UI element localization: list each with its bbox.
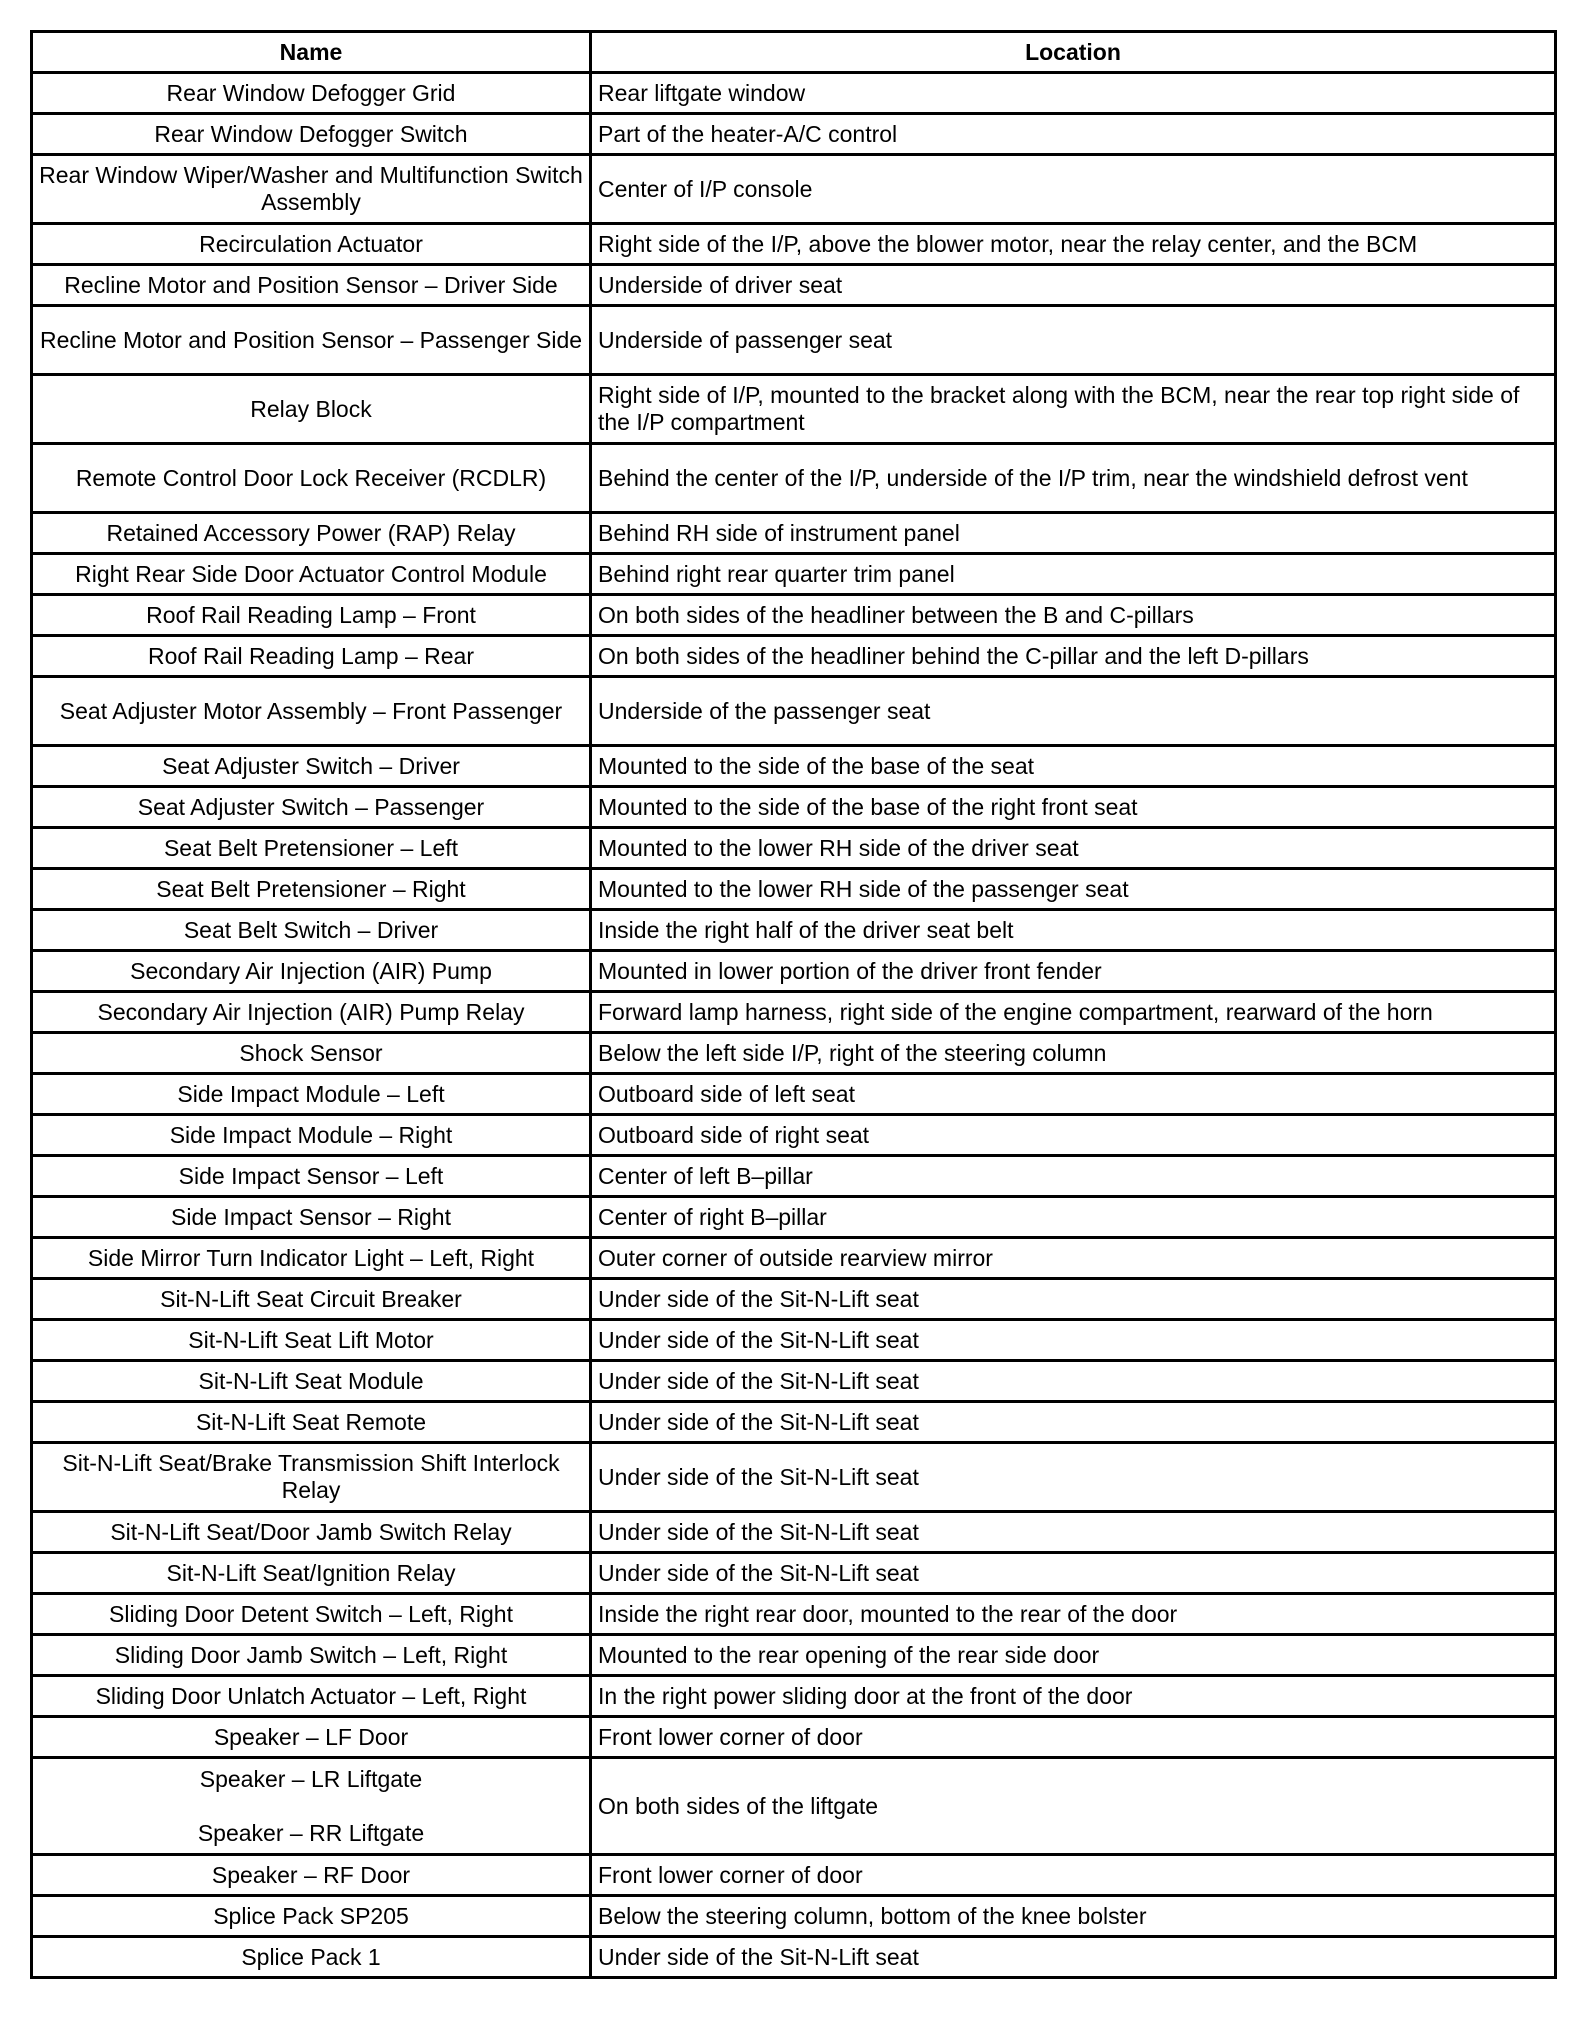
table-row bbox=[32, 869, 1556, 910]
table-row bbox=[32, 1443, 1556, 1512]
component-location: Mounted in lower portion of the driver front fender bbox=[591, 951, 1556, 992]
component-location: Underside of driver seat bbox=[591, 265, 1556, 306]
component-name: Splice Pack SP205 bbox=[32, 1896, 591, 1937]
component-name-bottom: Speaker – RR Liftgate bbox=[197, 1819, 425, 1846]
table-row bbox=[32, 951, 1556, 992]
table-row bbox=[32, 1553, 1556, 1594]
table-row bbox=[32, 1676, 1556, 1717]
component-locator-table-container bbox=[30, 30, 1554, 1979]
component-name: Rear Window Wiper/Washer and Multifunction Switch Assembly bbox=[32, 155, 591, 224]
component-name: Rear Window Defogger Switch bbox=[32, 114, 591, 155]
component-location: Right side of I/P, mounted to the bracket along with the BCM, near the rear top right side of the I/P compartment bbox=[591, 375, 1556, 444]
table-row bbox=[32, 444, 1556, 513]
component-name: Side Impact Module – Left bbox=[32, 1074, 591, 1115]
table-row bbox=[32, 513, 1556, 554]
component-location: Underside of passenger seat bbox=[591, 306, 1556, 375]
component-location: Mounted to the lower RH side of the passenger seat bbox=[591, 869, 1556, 910]
component-location: Forward lamp harness, right side of the engine compartment, rearward of the horn bbox=[591, 992, 1556, 1033]
component-name: Speaker – LF Door bbox=[32, 1717, 591, 1758]
component-location: Right side of the I/P, above the blower motor, near the relay center, and the BCM bbox=[591, 224, 1556, 265]
component-location: Under side of the Sit-N-Lift seat bbox=[591, 1553, 1556, 1594]
table-header-row bbox=[32, 32, 1556, 73]
component-name: Sit-N-Lift Seat Remote bbox=[32, 1402, 591, 1443]
table-row bbox=[32, 1594, 1556, 1635]
column-header-location: Location bbox=[591, 32, 1556, 73]
component-name: Sit-N-Lift Seat Module bbox=[32, 1361, 591, 1402]
component-location: On both sides of the headliner behind the C-pillar and the left D-pillars bbox=[591, 636, 1556, 677]
component-name: Seat Adjuster Motor Assembly – Front Passenger bbox=[32, 677, 591, 746]
component-name: Seat Adjuster Switch – Driver bbox=[32, 746, 591, 787]
table-row bbox=[32, 1512, 1556, 1553]
table-row bbox=[32, 1635, 1556, 1676]
component-name-pair bbox=[32, 1758, 591, 1855]
table-row bbox=[32, 224, 1556, 265]
component-name: Relay Block bbox=[32, 375, 591, 444]
table-row bbox=[32, 1115, 1556, 1156]
component-location: Mounted to the side of the base of the seat bbox=[591, 746, 1556, 787]
component-name: Side Impact Sensor – Left bbox=[32, 1156, 591, 1197]
component-name: Sit-N-Lift Seat/Brake Transmission Shift Interlock Relay bbox=[32, 1443, 591, 1512]
component-location: Under side of the Sit-N-Lift seat bbox=[591, 1320, 1556, 1361]
table-row bbox=[32, 1197, 1556, 1238]
component-location: Rear liftgate window bbox=[591, 73, 1556, 114]
component-name: Recirculation Actuator bbox=[32, 224, 591, 265]
component-location: In the right power sliding door at the front of the door bbox=[591, 1676, 1556, 1717]
component-name: Seat Belt Switch – Driver bbox=[32, 910, 591, 951]
component-name: Rear Window Defogger Grid bbox=[32, 73, 591, 114]
table-row bbox=[32, 73, 1556, 114]
component-name: Shock Sensor bbox=[32, 1033, 591, 1074]
component-location: Center of left B–pillar bbox=[591, 1156, 1556, 1197]
component-location: Behind RH side of instrument panel bbox=[591, 513, 1556, 554]
component-name-top: Speaker – LR Liftgate bbox=[199, 1765, 423, 1792]
table-row bbox=[32, 306, 1556, 375]
component-location: Outboard side of right seat bbox=[591, 1115, 1556, 1156]
component-location: Under side of the Sit-N-Lift seat bbox=[591, 1279, 1556, 1320]
component-location: Below the left side I/P, right of the steering column bbox=[591, 1033, 1556, 1074]
component-location: Outboard side of left seat bbox=[591, 1074, 1556, 1115]
component-location: Mounted to the lower RH side of the driver seat bbox=[591, 828, 1556, 869]
column-header-name: Name bbox=[32, 32, 591, 73]
table-row bbox=[32, 677, 1556, 746]
component-name: Right Rear Side Door Actuator Control Module bbox=[32, 554, 591, 595]
component-location: Front lower corner of door bbox=[591, 1717, 1556, 1758]
table-row bbox=[32, 114, 1556, 155]
component-name: Roof Rail Reading Lamp – Rear bbox=[32, 636, 591, 677]
table-row bbox=[32, 1156, 1556, 1197]
component-name: Sliding Door Jamb Switch – Left, Right bbox=[32, 1635, 591, 1676]
table-row bbox=[32, 1758, 1556, 1855]
table-row bbox=[32, 992, 1556, 1033]
table-row bbox=[32, 746, 1556, 787]
table-row bbox=[32, 1279, 1556, 1320]
table-row bbox=[32, 265, 1556, 306]
component-location: Under side of the Sit-N-Lift seat bbox=[591, 1937, 1556, 1978]
component-location: On both sides of the headliner between the B and C-pillars bbox=[591, 595, 1556, 636]
component-name: Splice Pack 1 bbox=[32, 1937, 591, 1978]
component-location: Under side of the Sit-N-Lift seat bbox=[591, 1361, 1556, 1402]
table-row bbox=[32, 1361, 1556, 1402]
component-location: On both sides of the liftgate bbox=[591, 1758, 1556, 1855]
table-row bbox=[32, 595, 1556, 636]
component-name: Side Impact Sensor – Right bbox=[32, 1197, 591, 1238]
table-row bbox=[32, 1896, 1556, 1937]
table-row bbox=[32, 1855, 1556, 1896]
table-row bbox=[32, 787, 1556, 828]
component-name: Sliding Door Unlatch Actuator – Left, Right bbox=[32, 1676, 591, 1717]
component-name: Seat Belt Pretensioner – Right bbox=[32, 869, 591, 910]
component-name: Side Mirror Turn Indicator Light – Left, Right bbox=[32, 1238, 591, 1279]
component-name: Sit-N-Lift Seat/Ignition Relay bbox=[32, 1553, 591, 1594]
table-row bbox=[32, 1074, 1556, 1115]
component-location: Center of right B–pillar bbox=[591, 1197, 1556, 1238]
table-row bbox=[32, 1033, 1556, 1074]
component-location: Under side of the Sit-N-Lift seat bbox=[591, 1512, 1556, 1553]
component-location: Below the steering column, bottom of the knee bolster bbox=[591, 1896, 1556, 1937]
component-location: Under side of the Sit-N-Lift seat bbox=[591, 1402, 1556, 1443]
table-row bbox=[32, 1717, 1556, 1758]
component-location: Inside the right half of the driver seat belt bbox=[591, 910, 1556, 951]
table-row bbox=[32, 1320, 1556, 1361]
component-name: Sit-N-Lift Seat/Door Jamb Switch Relay bbox=[32, 1512, 591, 1553]
component-location: Center of I/P console bbox=[591, 155, 1556, 224]
table-row bbox=[32, 828, 1556, 869]
table-row bbox=[32, 155, 1556, 224]
table-row bbox=[32, 1238, 1556, 1279]
component-name: Side Impact Module – Right bbox=[32, 1115, 591, 1156]
component-name: Sit-N-Lift Seat Circuit Breaker bbox=[32, 1279, 591, 1320]
table-row bbox=[32, 910, 1556, 951]
table-row bbox=[32, 636, 1556, 677]
table-row bbox=[32, 375, 1556, 444]
component-location: Under side of the Sit-N-Lift seat bbox=[591, 1443, 1556, 1512]
component-locator-table bbox=[30, 30, 1557, 1979]
component-name: Speaker – RF Door bbox=[32, 1855, 591, 1896]
component-name: Recline Motor and Position Sensor – Driver Side bbox=[32, 265, 591, 306]
component-location: Part of the heater-A/C control bbox=[591, 114, 1556, 155]
component-name: Seat Belt Pretensioner – Left bbox=[32, 828, 591, 869]
table-row bbox=[32, 554, 1556, 595]
component-name: Recline Motor and Position Sensor – Passenger Side bbox=[32, 306, 591, 375]
component-name: Secondary Air Injection (AIR) Pump Relay bbox=[32, 992, 591, 1033]
component-name: Sit-N-Lift Seat Lift Motor bbox=[32, 1320, 591, 1361]
component-name: Secondary Air Injection (AIR) Pump bbox=[32, 951, 591, 992]
component-location: Behind the center of the I/P, underside of the I/P trim, near the windshield defrost vent bbox=[591, 444, 1556, 513]
component-location: Mounted to the rear opening of the rear side door bbox=[591, 1635, 1556, 1676]
component-location: Mounted to the side of the base of the right front seat bbox=[591, 787, 1556, 828]
component-name: Retained Accessory Power (RAP) Relay bbox=[32, 513, 591, 554]
component-location: Front lower corner of door bbox=[591, 1855, 1556, 1896]
table-row bbox=[32, 1937, 1556, 1978]
component-name: Seat Adjuster Switch – Passenger bbox=[32, 787, 591, 828]
component-name: Roof Rail Reading Lamp – Front bbox=[32, 595, 591, 636]
component-location: Inside the right rear door, mounted to the rear of the door bbox=[591, 1594, 1556, 1635]
component-name: Sliding Door Detent Switch – Left, Right bbox=[32, 1594, 591, 1635]
table-row bbox=[32, 1402, 1556, 1443]
component-location: Outer corner of outside rearview mirror bbox=[591, 1238, 1556, 1279]
component-location: Behind right rear quarter trim panel bbox=[591, 554, 1556, 595]
component-name: Remote Control Door Lock Receiver (RCDLR) bbox=[32, 444, 591, 513]
component-location: Underside of the passenger seat bbox=[591, 677, 1556, 746]
